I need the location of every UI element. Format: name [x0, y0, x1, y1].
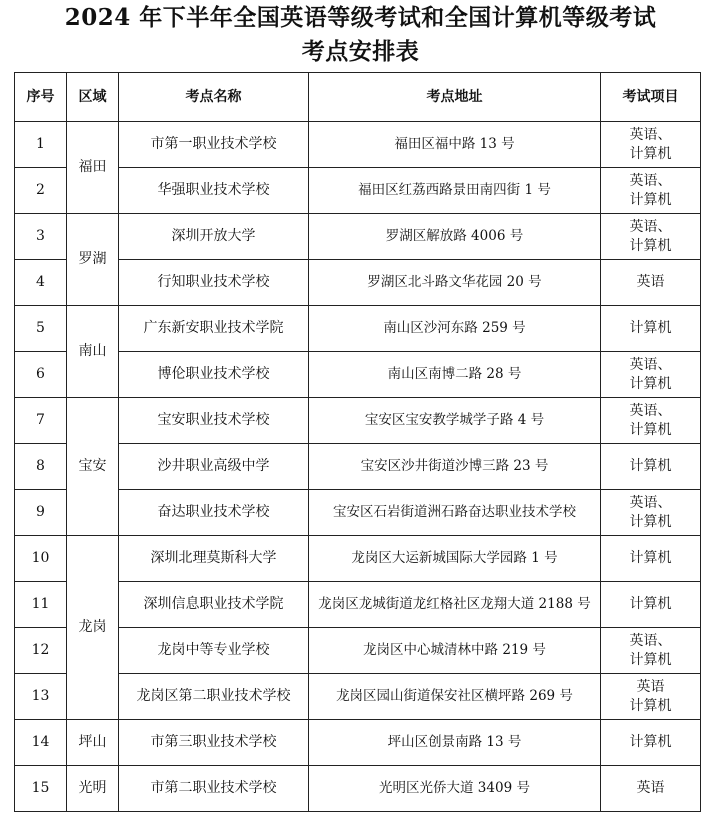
site-name-cell: 行知职业技术学校 — [119, 260, 309, 306]
subject-line: 英语、 — [629, 632, 672, 649]
site-address-cell: 罗湖区解放路 4006 号 — [309, 214, 601, 260]
subject-line: 英语、 — [629, 126, 672, 143]
table-row — [15, 766, 701, 812]
seq-cell: 7 — [15, 398, 67, 444]
subject-line: 英语 — [636, 780, 665, 796]
site-name-cell: 宝安职业技术学校 — [119, 398, 309, 444]
subject-line: 计算机 — [629, 697, 672, 714]
seq-cell: 12 — [15, 628, 67, 674]
site-name-cell: 华强职业技术学校 — [119, 168, 309, 214]
site-address-cell: 光明区光侨大道 3409 号 — [309, 766, 601, 812]
site-address-cell: 宝安区沙井街道沙博三路 23 号 — [309, 444, 601, 490]
subjects-cell — [601, 536, 701, 582]
subject-line: 计算机 — [629, 145, 672, 162]
site-address-cell: 福田区福中路 13 号 — [309, 122, 601, 168]
site-name-cell: 广东新安职业技术学院 — [119, 306, 309, 352]
site-name-cell: 龙岗区第二职业技术学校 — [119, 674, 309, 720]
subject-line: 英语、 — [629, 356, 672, 373]
subjects-cell — [601, 214, 701, 260]
header-subjects: 考试项目 — [601, 73, 701, 122]
subjects-cell — [601, 720, 701, 766]
subject-line: 英语、 — [629, 494, 672, 511]
subjects-cell — [601, 306, 701, 352]
table-row — [15, 720, 701, 766]
site-address-cell: 罗湖区北斗路文华花园 20 号 — [309, 260, 601, 306]
site-name-cell: 龙岗中等专业学校 — [119, 628, 309, 674]
site-address-cell: 龙岗区中心城清林中路 219 号 — [309, 628, 601, 674]
site-address-cell: 宝安区石岩街道洲石路奋达职业技术学校 — [309, 490, 601, 536]
seq-cell: 13 — [15, 674, 67, 720]
district-cell: 光明 — [67, 766, 119, 812]
subjects-cell — [601, 674, 701, 720]
site-address-cell: 坪山区创景南路 13 号 — [309, 720, 601, 766]
header-name: 考点名称 — [119, 73, 309, 122]
subject-line: 计算机 — [629, 237, 672, 254]
subject-line: 计算机 — [629, 596, 672, 612]
subject-line: 计算机 — [629, 651, 672, 668]
site-address-cell: 宝安区宝安教学城学子路 4 号 — [309, 398, 601, 444]
table-row — [15, 122, 701, 168]
subject-line: 计算机 — [629, 734, 672, 750]
subjects-cell — [601, 260, 701, 306]
subject-line: 计算机 — [629, 513, 672, 530]
subject-line: 英语 — [636, 274, 665, 290]
seq-cell: 5 — [15, 306, 67, 352]
exam-site-table — [14, 72, 701, 812]
subject-line: 计算机 — [629, 421, 672, 438]
seq-cell: 3 — [15, 214, 67, 260]
subject-line: 计算机 — [629, 375, 672, 392]
site-address-cell: 龙岗区园山街道保安社区横坪路 269 号 — [309, 674, 601, 720]
site-name-cell: 市第二职业技术学校 — [119, 766, 309, 812]
subject-line: 计算机 — [629, 550, 672, 566]
site-address-cell: 龙岗区龙城街道龙红格社区龙翔大道 2188 号 — [309, 582, 601, 628]
subjects-cell — [601, 444, 701, 490]
subjects-cell — [601, 628, 701, 674]
page-subtitle: 考点安排表 — [301, 38, 420, 65]
seq-cell: 9 — [15, 490, 67, 536]
seq-cell: 11 — [15, 582, 67, 628]
subjects-cell — [601, 122, 701, 168]
district-cell: 龙岗 — [67, 536, 119, 720]
table-row — [15, 214, 701, 260]
table-header-row — [15, 73, 701, 122]
table-row — [15, 306, 701, 352]
seq-cell: 2 — [15, 168, 67, 214]
site-name-cell: 沙井职业高级中学 — [119, 444, 309, 490]
site-address-cell: 南山区南博二路 28 号 — [309, 352, 601, 398]
table-row — [15, 536, 701, 582]
subjects-cell — [601, 168, 701, 214]
seq-cell: 10 — [15, 536, 67, 582]
table-row — [15, 398, 701, 444]
site-address-cell: 南山区沙河东路 259 号 — [309, 306, 601, 352]
seq-cell: 1 — [15, 122, 67, 168]
site-name-cell: 市第三职业技术学校 — [119, 720, 309, 766]
header-district: 区域 — [67, 73, 119, 122]
subject-line: 英语、 — [629, 218, 672, 235]
subjects-cell — [601, 490, 701, 536]
seq-cell: 8 — [15, 444, 67, 490]
subjects-cell — [601, 352, 701, 398]
subject-line: 计算机 — [629, 458, 672, 474]
subject-line: 计算机 — [629, 191, 672, 208]
site-address-cell: 福田区红荔西路景田南四街 1 号 — [309, 168, 601, 214]
district-cell: 南山 — [67, 306, 119, 398]
seq-cell: 4 — [15, 260, 67, 306]
seq-cell: 14 — [15, 720, 67, 766]
district-cell: 坪山 — [67, 720, 119, 766]
site-name-cell: 深圳信息职业技术学院 — [119, 582, 309, 628]
header-seq: 序号 — [15, 73, 67, 122]
site-name-cell: 博伦职业技术学校 — [119, 352, 309, 398]
header-address: 考点地址 — [309, 73, 601, 122]
site-name-cell: 深圳北理莫斯科大学 — [119, 536, 309, 582]
subjects-cell — [601, 582, 701, 628]
site-name-cell: 市第一职业技术学校 — [119, 122, 309, 168]
subjects-cell — [601, 766, 701, 812]
subjects-cell — [601, 398, 701, 444]
subject-line: 英语、 — [629, 172, 672, 189]
site-address-cell: 龙岗区大运新城国际大学园路 1 号 — [309, 536, 601, 582]
subject-line: 计算机 — [629, 320, 672, 336]
subject-line: 英语 — [636, 678, 665, 695]
district-cell: 福田 — [67, 122, 119, 214]
seq-cell: 15 — [15, 766, 67, 812]
subject-line: 英语、 — [629, 402, 672, 419]
page-title: 2024 年下半年全国英语等级考试和全国计算机等级考试 — [64, 4, 657, 31]
district-cell: 罗湖 — [67, 214, 119, 306]
site-name-cell: 奋达职业技术学校 — [119, 490, 309, 536]
seq-cell: 6 — [15, 352, 67, 398]
site-name-cell: 深圳开放大学 — [119, 214, 309, 260]
district-cell: 宝安 — [67, 398, 119, 536]
